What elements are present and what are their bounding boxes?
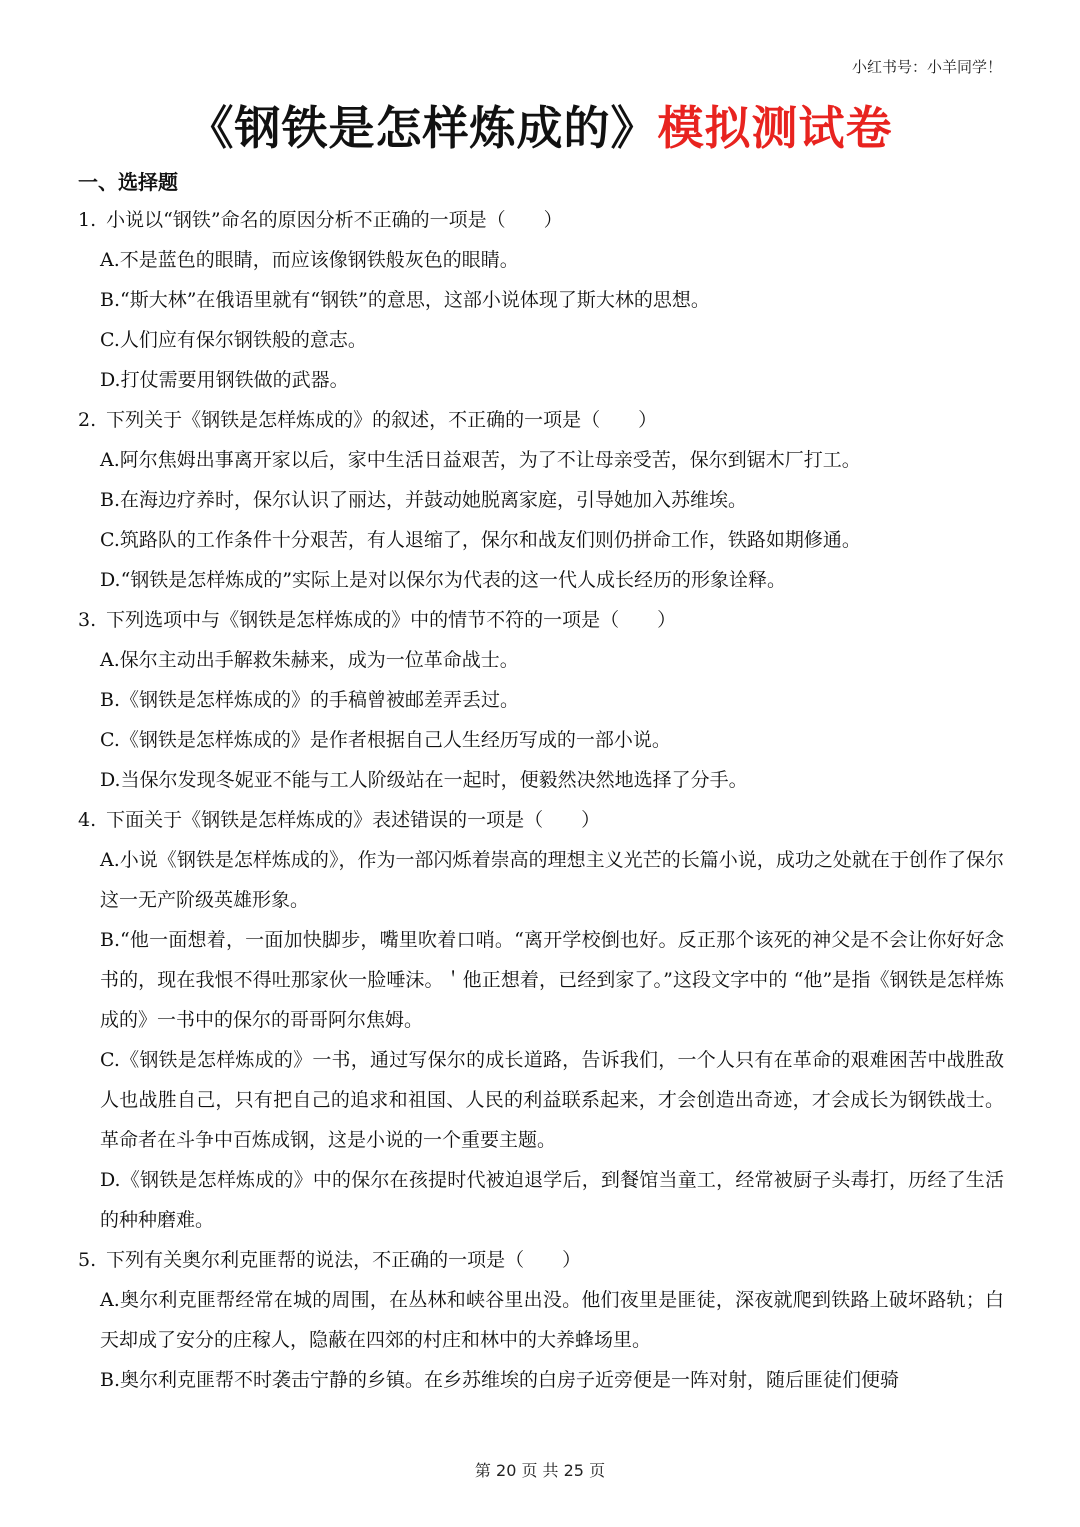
question-4 (78, 800, 1004, 1240)
option-d: D.当保尔发现冬妮亚不能与工人阶级站在一起时，便毅然决然地选择了分手。 (100, 769, 748, 791)
option-d: D.“钢铁是怎样炼成的”实际上是对以保尔为代表的这一代人成长经历的形象诠释。 (100, 569, 787, 591)
option-a: A.小说《钢铁是怎样炼成的》，作为一部闪烁着崇高的理想主义光芒的长篇小说，成功之处就在于创作了保尔这一无产阶级英雄形象。 (100, 849, 1004, 911)
question-stem (78, 200, 1004, 240)
option-c: C.《钢铁是怎样炼成的》一书，通过写保尔的成长道路，告诉我们，一个人只有在革命的艰难困苦中战胜敌人也战胜自己，只有把自己的追求和祖国、人民的利益联系起来，才会创造出奇迹，才会成长为钢铁战士。革命者在斗争中百炼成钢，这是小说的一个重要主题。 (100, 1049, 1004, 1151)
question-list (78, 200, 1004, 1400)
option-a: A.阿尔焦姆出事离开家以后，家中生活日益艰苦，为了不让母亲受苦，保尔到锯木厂打工。 (100, 449, 861, 471)
header-note: 小红书号：小羊同学！ (851, 58, 1002, 76)
page-number-footer: 第 20 页 共 25 页 (474, 1461, 606, 1480)
question-stem (78, 400, 1004, 440)
option-b: B.“他一面想着，一面加快脚步，嘴里吹着口哨。“离开学校倒也好。反正那个该死的神父是不会让你好好念书的，现在我恨不得吐那家伙一脸唾沫。＇他正想着，已经到家了。”这段文字中的 “他”是指《钢铁是怎样炼成的》一书中的保尔的哥哥阿尔焦姆。 (100, 929, 1004, 1031)
question-text: 下面关于《钢铁是怎样炼成的》表述错误的一项是（ ） (106, 809, 601, 831)
option-a: A.保尔主动出手解救朱赫来，成为一位革命战士。 (100, 649, 519, 671)
question-text: 下列选项中与《钢铁是怎样炼成的》中的情节不符的一项是（ ） (106, 609, 677, 631)
question-number: 2. (78, 409, 97, 431)
option-b: B.奥尔利克匪帮不时袭击宁静的乡镇。在乡苏维埃的白房子近旁便是一阵对射，随后匪徒们便骑 (100, 1369, 900, 1391)
option-c: C.筑路队的工作条件十分艰苦，有人退缩了，保尔和战友们则仍拼命工作，铁路如期修通。 (100, 529, 861, 551)
question-stem (78, 800, 1004, 840)
page-title (0, 92, 1080, 158)
question-2 (78, 400, 1004, 600)
option-d: D.打仗需要用钢铁做的武器。 (100, 369, 349, 391)
option-d: D.《钢铁是怎样炼成的》中的保尔在孩提时代被迫退学后，到餐馆当童工，经常被厨子头毒打，历经了生活的种种磨难。 (100, 1169, 1004, 1231)
question-number: 5. (78, 1249, 97, 1271)
option-a: A.不是蓝色的眼睛，而应该像钢铁般灰色的眼睛。 (100, 249, 519, 271)
question-text: 下列关于《钢铁是怎样炼成的》的叙述，不正确的一项是（ ） (106, 409, 658, 431)
title-book-name: 《钢铁是怎样炼成的》 (187, 101, 658, 155)
option-b: B.“斯大林”在俄语里就有“钢铁”的意思，这部小说体现了斯大林的思想。 (100, 289, 710, 311)
option-b: B.在海边疗养时，保尔认识了丽达，并鼓动她脱离家庭，引导她加入苏维埃。 (100, 489, 748, 511)
option-c: C.《钢铁是怎样炼成的》是作者根据自己人生经历写成的一部小说。 (100, 729, 671, 751)
question-text: 下列有关奥尔利克匪帮的说法，不正确的一项是（ ） (106, 1249, 582, 1271)
question-stem (78, 1240, 1004, 1280)
option-a: A.奥尔利克匪帮经常在城的周围，在丛林和峡谷里出没。他们夜里是匪徒，深夜就爬到铁路上破坏路轨；白天却成了安分的庄稼人，隐蔽在四郊的村庄和林中的大养蜂场里。 (100, 1289, 1004, 1351)
option-b: B.《钢铁是怎样炼成的》的手稿曾被邮差弄丢过。 (100, 689, 520, 711)
question-stem (78, 600, 1004, 640)
question-3 (78, 600, 1004, 800)
question-5 (78, 1240, 1004, 1400)
question-text: 小说以“钢铁”命名的原因分析不正确的一项是（ ） (106, 209, 563, 231)
question-number: 3. (78, 609, 97, 631)
question-number: 1. (78, 209, 97, 231)
question-1 (78, 200, 1004, 400)
title-test-name: 模拟测试卷 (657, 101, 893, 155)
section-heading: 一、选择题 (78, 170, 178, 194)
question-number: 4. (78, 809, 97, 831)
option-c: C.人们应有保尔钢铁般的意志。 (100, 329, 367, 351)
